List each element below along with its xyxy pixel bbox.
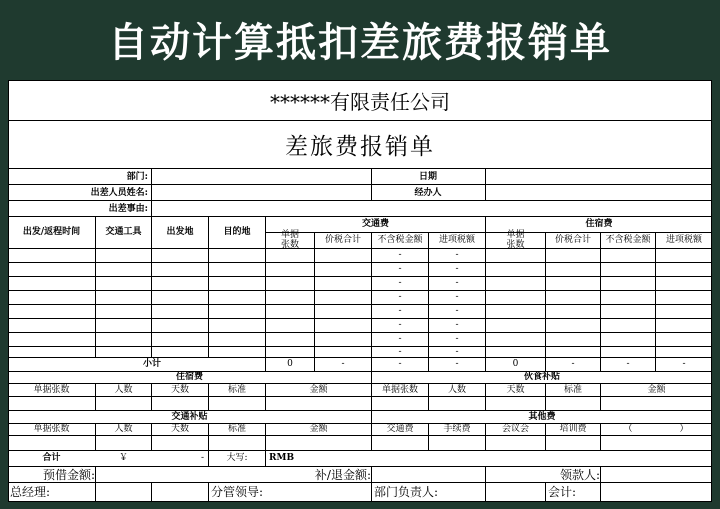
subtotal-value: 0 bbox=[512, 359, 519, 369]
label-handler: 经办人 bbox=[414, 187, 442, 198]
other-col: 会议会 bbox=[501, 424, 529, 434]
other-section-title: 其他费 bbox=[528, 411, 556, 422]
other-col: 培训费 bbox=[559, 424, 587, 434]
total-uppercase-label: 大写: bbox=[226, 453, 248, 463]
col-input-tax-transport: 进项税额 bbox=[438, 235, 475, 245]
total-label: 合计 bbox=[42, 453, 61, 463]
detail-dash-cell: - bbox=[398, 264, 402, 274]
meal-col: 人数 bbox=[447, 384, 466, 395]
detail-dash-cell: - bbox=[398, 250, 402, 260]
advance-label: 预借金额: bbox=[42, 467, 95, 482]
subtotal-value: - bbox=[398, 359, 402, 369]
subtotal-value: - bbox=[341, 359, 345, 369]
other-col: （ bbox=[623, 424, 633, 434]
company-name: ******有限责任公司 bbox=[8, 80, 712, 121]
form-grid bbox=[8, 80, 712, 502]
label-traveler: 出差人员姓名: bbox=[90, 187, 148, 198]
col-transport-tool: 交通工具 bbox=[105, 227, 142, 237]
transport-allowance-title: 交通补贴 bbox=[171, 411, 208, 422]
expense-form bbox=[8, 80, 712, 502]
subtotal-value: 0 bbox=[287, 359, 293, 369]
lodging-section-title: 住宿费 bbox=[175, 372, 203, 382]
subtotal-value: - bbox=[626, 359, 630, 369]
transport-allowance-col: 金额 bbox=[309, 424, 328, 434]
refund-label: 补/退金额: bbox=[314, 467, 371, 482]
lodging-col: 单据张数 bbox=[33, 384, 70, 395]
col-depart-return-time: 出发/返程时间 bbox=[22, 227, 81, 237]
transport-allowance-col: 人数 bbox=[114, 424, 133, 434]
banner-title: 自动计算抵扣差旅费报销单 bbox=[108, 19, 612, 66]
dept-head-label: 部门负责人: bbox=[374, 485, 439, 499]
detail-dash-cell: - bbox=[398, 320, 402, 330]
meal-col: 金额 bbox=[647, 384, 666, 395]
col-tax-total-transport: 价税合计 bbox=[324, 235, 361, 245]
receiver-label: 领款人: bbox=[559, 467, 600, 482]
col-excl-tax-transport: 不含税金额 bbox=[377, 235, 423, 245]
subtotal-value: - bbox=[571, 359, 575, 369]
total-amount: - bbox=[200, 453, 204, 463]
detail-dash-cell: - bbox=[455, 250, 459, 260]
col-tax-total-lodging: 价税合计 bbox=[554, 235, 591, 245]
subtotal-label: 小计 bbox=[142, 359, 161, 369]
detail-dash-cell: - bbox=[455, 264, 459, 274]
col-depart-place: 出发地 bbox=[166, 227, 194, 237]
detail-dash-cell: - bbox=[455, 292, 459, 302]
transport-allowance-col: 单据张数 bbox=[33, 424, 70, 434]
meal-col: 天数 bbox=[506, 384, 525, 395]
detail-dash-cell: - bbox=[455, 278, 459, 288]
col-destination: 目的地 bbox=[223, 227, 251, 237]
other-col: ） bbox=[679, 424, 689, 434]
transport-allowance-col: 天数 bbox=[170, 424, 189, 434]
detail-dash-cell: - bbox=[455, 320, 459, 330]
total-rmb: RMB bbox=[269, 453, 295, 463]
detail-dash-cell: - bbox=[455, 334, 459, 344]
meal-col: 单据张数 bbox=[381, 384, 418, 395]
lodging-col: 天数 bbox=[170, 384, 189, 395]
subtotal-value: - bbox=[455, 359, 459, 369]
detail-dash-cell: - bbox=[398, 278, 402, 288]
col-receipt-count-transport: 单据 张数 bbox=[280, 229, 299, 250]
other-col: 手续费 bbox=[443, 424, 471, 434]
detail-dash-cell: - bbox=[398, 306, 402, 316]
detail-dash-cell: - bbox=[455, 306, 459, 316]
detail-dash-cell: - bbox=[398, 334, 402, 344]
lodging-col: 金额 bbox=[309, 384, 328, 395]
meal-col: 标准 bbox=[563, 384, 582, 395]
other-col: 交通费 bbox=[386, 424, 414, 434]
meal-section-title: 伙食补贴 bbox=[523, 372, 560, 382]
label-date: 日期 bbox=[418, 171, 437, 182]
accounting-label: 会计: bbox=[548, 485, 577, 499]
detail-dash-cell: - bbox=[455, 346, 459, 357]
transport-allowance-col: 标准 bbox=[227, 424, 246, 434]
detail-dash-cell: - bbox=[398, 346, 402, 357]
lodging-col: 人数 bbox=[114, 384, 133, 395]
leader-label: 分管领导: bbox=[211, 485, 264, 499]
label-department: 部门: bbox=[126, 171, 148, 182]
col-excl-tax-lodging: 不含税金额 bbox=[605, 235, 651, 245]
lodging-col: 标准 bbox=[227, 384, 246, 395]
label-reason: 出差事由: bbox=[108, 203, 148, 214]
total-currency: ￥ bbox=[118, 453, 128, 463]
detail-dash-cell: - bbox=[398, 292, 402, 302]
col-receipt-count-lodging: 单据 张数 bbox=[506, 229, 525, 250]
subtotal-value: - bbox=[682, 359, 686, 369]
form-title: 差旅费报销单 bbox=[285, 134, 435, 160]
col-lodging-fee: 住宿费 bbox=[585, 219, 613, 229]
col-transport-fee: 交通费 bbox=[361, 219, 389, 229]
col-input-tax-lodging: 进项税额 bbox=[665, 235, 702, 245]
gm-label: 总经理: bbox=[10, 485, 51, 499]
